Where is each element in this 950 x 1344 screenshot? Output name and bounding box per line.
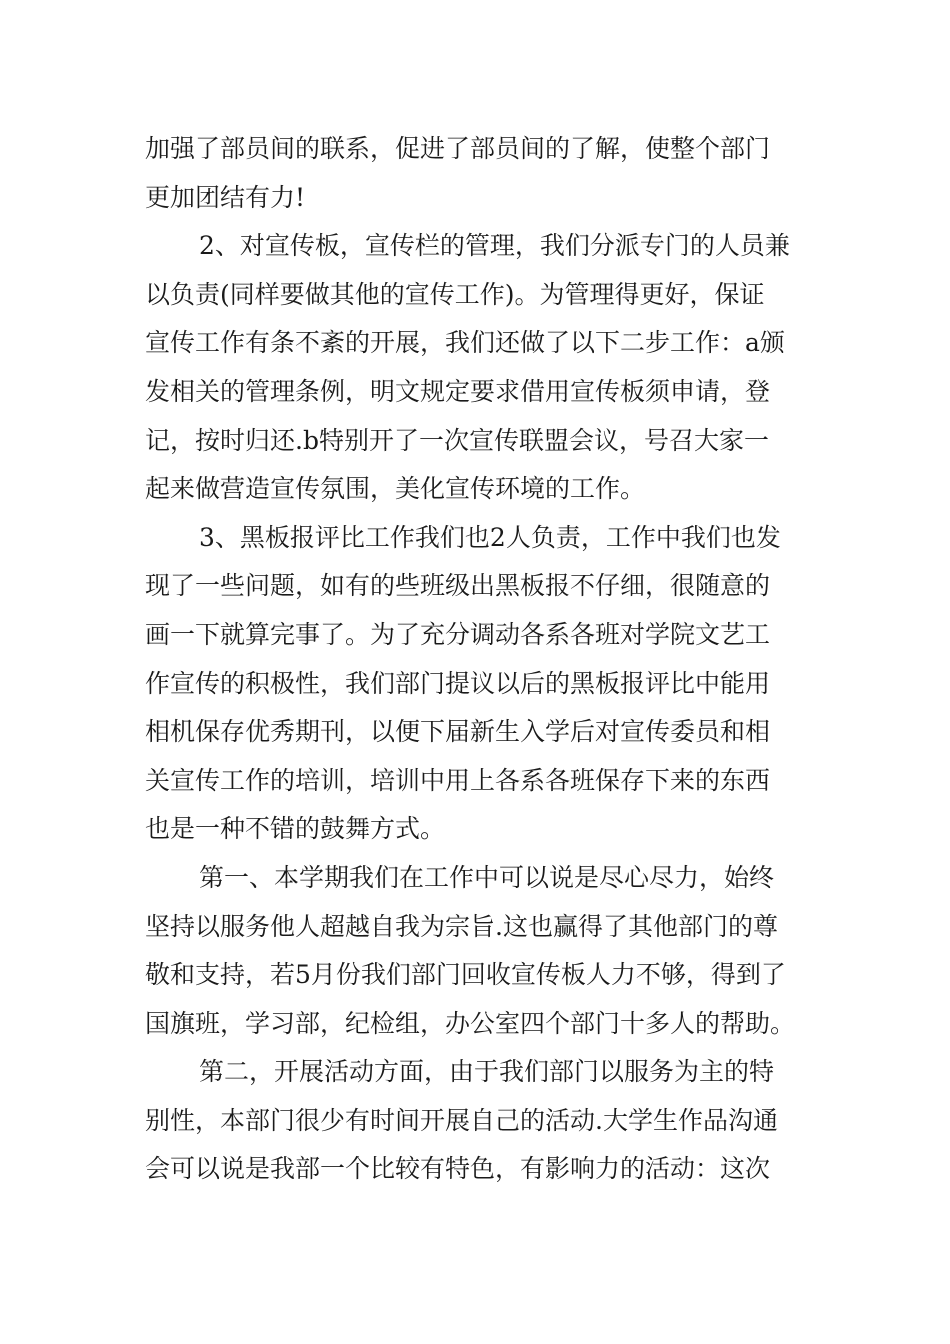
- text-line: 关宣传工作的培训，培训中用上各系各班保存下来的东西: [145, 765, 771, 795]
- text-line: 会可以说是我部一个比较有特色，有影响力的活动：这次: [145, 1154, 771, 1184]
- text-line: 以负责(同样要做其他的宣传工作)。为管理得更好，保证: [145, 279, 765, 309]
- text-line: 国旗班，学习部，纪检组，办公室四个部门十多人的帮助。: [145, 1008, 796, 1038]
- text-line: 别性，本部门很少有时间开展自己的活动.大学生作品沟通: [145, 1105, 778, 1135]
- text-line: 记，按时归还.b特别开了一次宣传联盟会议，号召大家一: [145, 425, 769, 455]
- text-line: 发相关的管理条例，明文规定要求借用宣传板须申请，登: [145, 376, 771, 406]
- text-line: 现了一些问题，如有的些班级出黑板报不仔细，很随意的: [145, 571, 771, 601]
- text-line: 加强了部员间的联系，促进了部员间的了解，使整个部门: [145, 134, 771, 163]
- text-line: 敬和支持，若5月份我们部门回收宣传板人力不够，得到了: [145, 960, 786, 990]
- text-line: 宣传工作有条不紊的开展，我们还做了以下二步工作：a颁: [145, 328, 785, 358]
- text-line: 更加团结有力!: [145, 182, 306, 212]
- text-line: 画一下就算完事了。为了充分调动各系各班对学院文艺工: [145, 619, 771, 649]
- paragraph-first-line: 第一、本学期我们在工作中可以说是尽心尽力，始终: [199, 862, 775, 892]
- text-line: 也是一种不错的鼓舞方式。: [145, 814, 446, 844]
- text-line: 作宣传的积极性，我们部门提议以后的黑板报评比中能用: [145, 668, 771, 698]
- body-text: [145, 125, 810, 1194]
- paragraph-first-line: 3、黑板报评比工作我们也2人负责，工作中我们也发: [199, 522, 781, 552]
- paragraph-first-line: 2、对宣传板，宣传栏的管理，我们分派专门的人员兼: [199, 231, 790, 261]
- paragraph-first-line: 第二，开展活动方面，由于我们部门以服务为主的特: [199, 1057, 775, 1087]
- text-line: 坚持以服务他人超越自我为宗旨.这也赢得了其他部门的尊: [145, 911, 778, 941]
- text-line: 相机保存优秀期刊，以便下届新生入学后对宣传委员和相: [145, 717, 771, 747]
- text-line: 起来做营造宣传氛围，美化宣传环境的工作。: [145, 474, 646, 504]
